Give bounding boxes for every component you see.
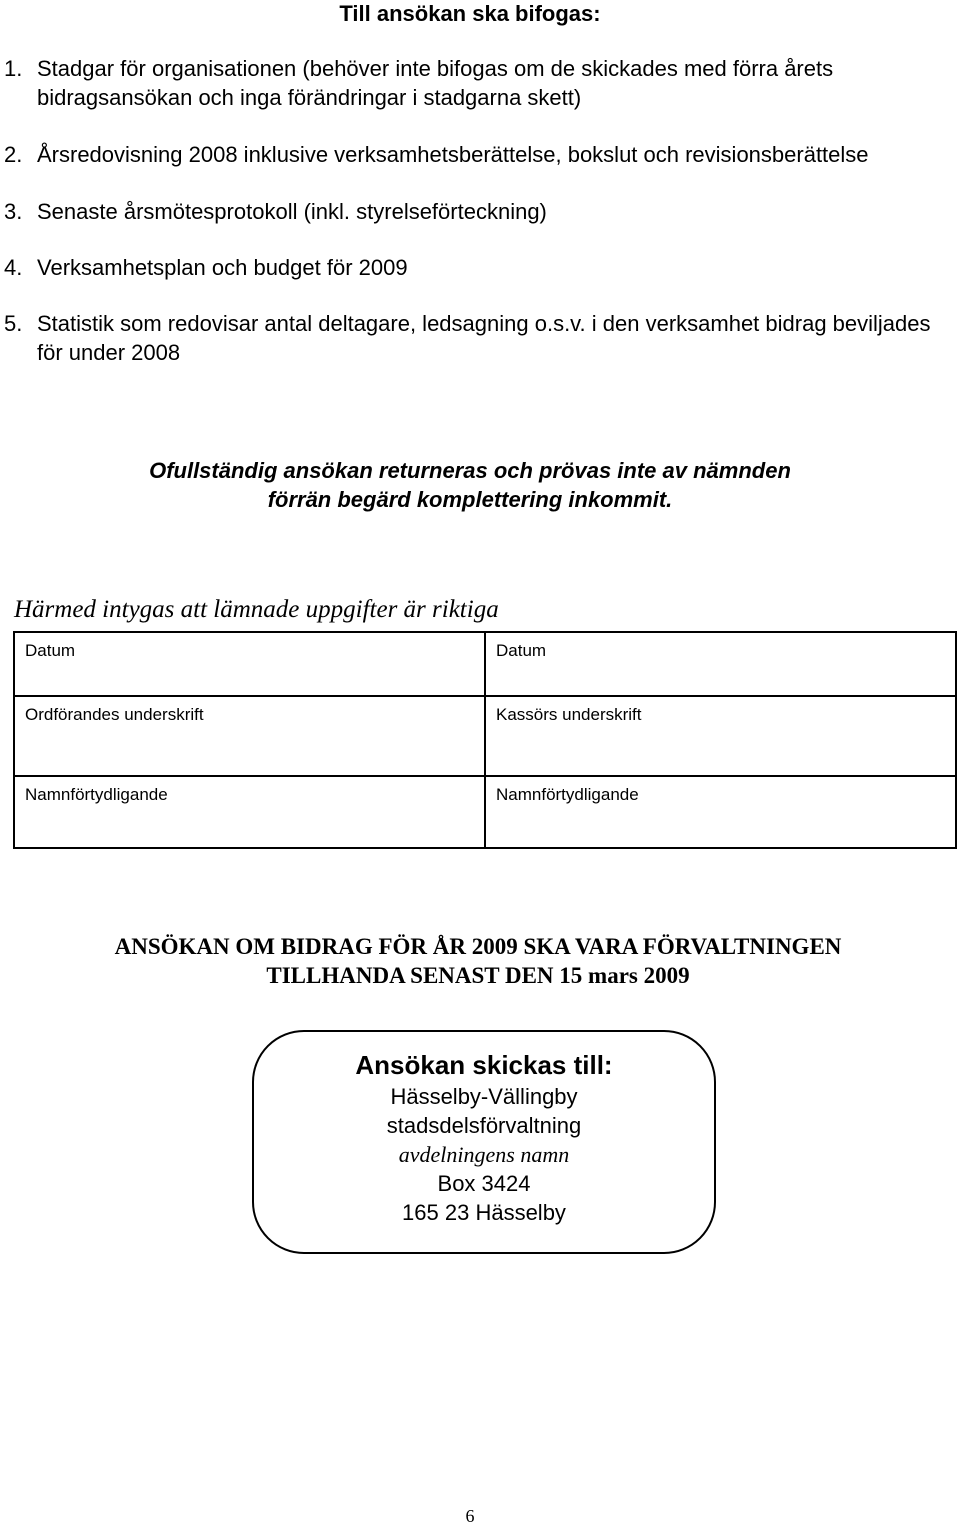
send-to-address-box (252, 1030, 716, 1254)
warning-line-1: Ofullständig ansökan returneras och prövas inte av nämnden (149, 458, 791, 483)
list-item-text: Årsredovisning 2008 inklusive verksamhetsberättelse, bokslut och revisionsberättelse (37, 142, 869, 167)
address-line: stadsdelsförvaltning (386, 1113, 582, 1138)
name-clarification-field-right[interactable]: Namnförtydligande (485, 776, 956, 848)
table-row (14, 632, 956, 696)
list-item-number: 1. (4, 56, 23, 81)
incomplete-application-warning (0, 456, 940, 514)
list-item-number: 3. (4, 199, 23, 224)
address-line: Box 3424 (437, 1171, 531, 1196)
list-item-number: 4. (4, 255, 23, 280)
list-item-text: Verksamhetsplan och budget för 2009 (37, 255, 408, 280)
send-to-title: Ansökan skickas till: (355, 1050, 613, 1080)
list-item (0, 140, 960, 169)
treasurer-signature-field[interactable]: Kassörs underskrift (485, 696, 956, 776)
deadline-line-1: ANSÖKAN OM BIDRAG FÖR ÅR 2009 SKA VARA FÖRVALTNINGEN (114, 934, 842, 959)
date-field-right[interactable]: Datum (485, 632, 956, 696)
deadline-line-2: TILLHANDA SENAST DEN 15 mars 2009 (266, 963, 690, 988)
list-item (0, 197, 960, 226)
list-item (0, 253, 960, 282)
warning-line-2: förrän begärd komplettering inkommit. (267, 487, 673, 512)
date-field-left[interactable]: Datum (14, 632, 485, 696)
list-item-number: 2. (4, 142, 23, 167)
name-clarification-field-left[interactable]: Namnförtydligande (14, 776, 485, 848)
chairman-signature-field[interactable]: Ordförandes underskrift (14, 696, 485, 776)
table-row (14, 696, 956, 776)
list-item-text: Senaste årsmötesprotokoll (inkl. styrelseförteckning) (37, 199, 547, 224)
page-number: 6 (465, 1506, 475, 1526)
list-item-text: Stadgar för organisationen (behöver inte bifogas om de skickades med förra årets bidragsansökan och inga förändringar i stadgarna skett) (37, 56, 834, 110)
table-row (14, 776, 956, 848)
address-line: Hässelby-Vällingby (390, 1084, 578, 1109)
list-item (0, 54, 960, 112)
certification-statement: Härmed intygas att lämnade uppgifter är riktiga (14, 596, 499, 623)
address-line: avdelningens namn (398, 1142, 570, 1167)
signature-table (13, 631, 957, 849)
deadline-notice (0, 932, 956, 990)
list-item-text: Statistik som redovisar antal deltagare, ledsagning o.s.v. i den verksamhet bidrag beviljades för under 2008 (37, 311, 931, 365)
address-line: 165 23 Hässelby (402, 1200, 566, 1225)
attachments-heading: Till ansökan ska bifogas: (339, 1, 601, 26)
attachments-list (0, 54, 960, 395)
list-item-number: 5. (4, 311, 23, 336)
list-item (0, 309, 960, 367)
